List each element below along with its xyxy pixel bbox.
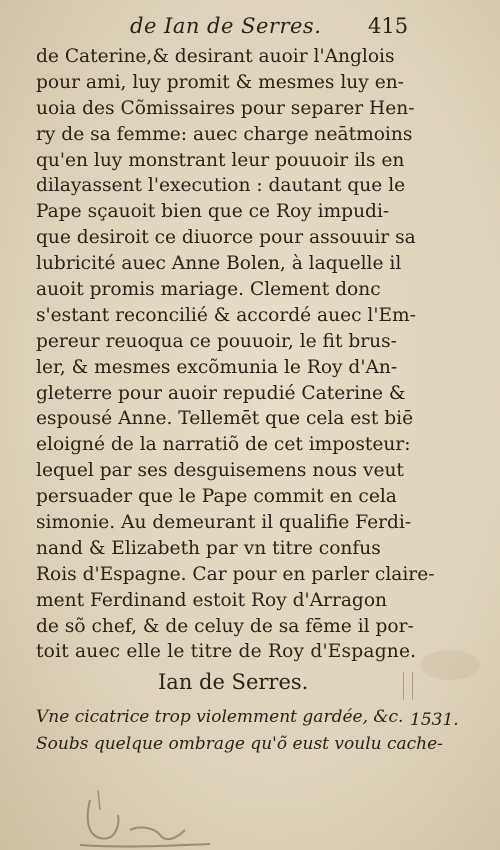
text-line: qu'en luy monstrant leur pouuoir ils en <box>36 149 405 171</box>
text-line: toit auec elle le titre de Roy d'Espagne. <box>36 641 417 663</box>
text-line: que desiroit ce diuorce pour assouuir sa <box>36 227 416 249</box>
text-line: persuader que le Pape commit en cela <box>36 486 397 508</box>
text-line: espousé Anne. Tellemēt que cela est biē <box>36 408 414 430</box>
text-line: pereur reuoqua ce pouuoir, le fit brus- <box>36 330 397 352</box>
text-line: de sõ chef, & de celuy de sa fēme il por- <box>36 615 414 637</box>
text-line: lubricité auec Anne Bolen, à laquelle il <box>36 253 402 275</box>
text-line: Rois d'Espagne. Car pour en parler claire- <box>36 563 435 585</box>
text-line: simonie. Au demeurant il qualifie Ferdi- <box>36 512 412 534</box>
text-line: ment Ferdinand estoit Roy d'Arragon <box>36 589 387 611</box>
text-line: ry de sa femme: auec charge neātmoins <box>36 123 413 145</box>
text-line: eloigné de la narratiõ de cet imposteur: <box>36 434 411 456</box>
page-number: 415 <box>368 14 409 38</box>
ink-scribble-icon <box>60 780 220 850</box>
text-line: lequel par ses desguisemens nous veut <box>36 460 404 482</box>
text-line: auoit promis mariage. Clement donc <box>36 279 381 301</box>
page-header <box>0 14 500 44</box>
text-line: Pape sçauoit bien que ce Roy impudi- <box>36 201 390 223</box>
text-line: dilayassent l'execution : dautant que le <box>36 175 406 197</box>
running-title: de Ian de Serres. <box>130 14 322 38</box>
margin-year: 1531. <box>410 710 459 730</box>
text-line: de Caterine,& desirant auoir l'Anglois <box>36 46 395 67</box>
author-signature: Ian de Serres. <box>158 670 309 694</box>
body-text <box>36 44 435 665</box>
text-line: nand & Elizabeth par vn titre confus <box>36 537 381 559</box>
text-line: gleterre pour auoir repudié Caterine & <box>36 382 406 404</box>
verse-line: Soubs quelque ombrage qu'õ eust voulu cache- <box>36 734 443 754</box>
paper-stain <box>420 650 480 680</box>
text-line: s'estant reconcilié & accordé auec l'Em- <box>36 304 416 326</box>
text-line: uoia des Cõmissaires pour separer Hen- <box>36 97 415 119</box>
verse-line: Vne cicatrice trop violemment gardée, &c. <box>36 707 404 727</box>
margin-mark <box>403 672 413 700</box>
text-line: ler, & mesmes excõmunia le Roy d'An- <box>36 356 398 378</box>
text-line: pour ami, luy promit & mesmes luy en- <box>36 71 404 93</box>
